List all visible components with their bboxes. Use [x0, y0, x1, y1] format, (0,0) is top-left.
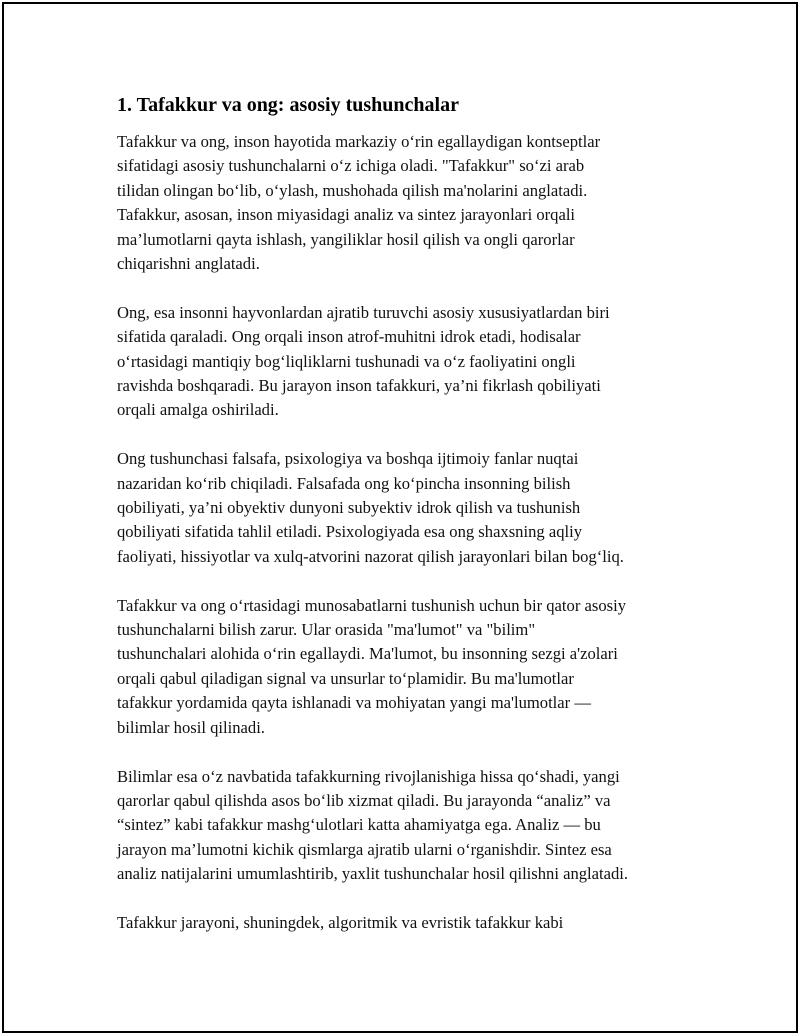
text-line: chiqarishni anglatadi.	[117, 254, 260, 274]
paragraph-5	[117, 765, 707, 887]
text-line: jarayon ma’lumotni kichik qismlarga ajratib ularni o‘rganishdir. Sintez esa	[117, 839, 612, 859]
text-line: tushunchalarni bilish zarur. Ular orasida "ma'lumot" va "bilim"	[117, 620, 536, 640]
text-line: ravishda boshqaradi. Bu jarayon inson tafakkuri, ya’ni fikrlash qobiliyati	[117, 376, 601, 396]
text-line: Tafakkur jarayoni, shuningdek, algoritmik va evristik tafakkur kabi	[117, 912, 564, 932]
text-line: orqali qabul qiladigan signal va unsurlar to‘plamidir. Bu ma'lumotlar	[117, 668, 574, 688]
text-line: qarorlar qabul qilishda asos bo‘lib xizmat qiladi. Bu jarayonda “analiz” va	[117, 790, 611, 810]
text-line: tushunchalari alohida o‘rin egallaydi. Ma'lumot, bu insonning sezgi a'zolari	[117, 644, 618, 664]
text-line: ma’lumotlarni qayta ishlash, yangiliklar hosil qilish va ongli qarorlar	[117, 229, 575, 249]
text-line: orqali amalga oshiriladi.	[117, 400, 279, 420]
text-line: faoliyati, hissiyotlar va xulq-atvorini nazorat qilish jarayonlari bilan bog‘liq.	[117, 546, 624, 566]
text-line: analiz natijalarini umumlashtirib, yaxlit tushunchalar hosil qilishni anglatadi.	[117, 864, 629, 884]
text-line: Ong tushunchasi falsafa, psixologiya va boshqa ijtimoiy fanlar nuqtai	[117, 449, 579, 469]
text-line: Ong, esa insonni hayvonlardan ajratib turuvchi asosiy xususiyatlardan biri	[117, 302, 610, 322]
paragraph-3	[117, 447, 707, 569]
text-line: Tafakkur va ong, inson hayotida markaziy o‘rin egallaydigan kontseptlar	[117, 132, 601, 151]
paragraph-4	[117, 594, 707, 740]
text-line: qobiliyati, ya’ni obyektiv dunyoni subyektiv idrok qilish va tushunish	[117, 498, 581, 518]
section-heading: 1. Tafakkur va ong: asosiy tushunchalar	[117, 94, 459, 116]
text-line: sifatida qaraladi. Ong orqali inson atrof-muhitni idrok etadi, hodisalar	[117, 327, 581, 347]
paragraph-1	[117, 130, 707, 276]
text-line: Tafakkur va ong o‘rtasidagi munosabatlarni tushunish uchun bir qator asosiy	[117, 595, 626, 615]
paragraph-2	[117, 301, 707, 423]
text-line: Bilimlar esa o‘z navbatida tafakkurning rivojlanishiga hissa qo‘shadi, yangi	[117, 766, 620, 786]
text-line: Tafakkur, asosan, inson miyasidagi analiz va sintez jarayonlari orqali	[117, 205, 576, 225]
text-line: “sintez” kabi tafakkur mashg‘ulotlari katta ahamiyatga ega. Analiz — bu	[117, 815, 601, 835]
paragraph-6	[117, 911, 707, 935]
document-body	[117, 92, 707, 960]
text-line: o‘rtasidagi mantiqiy bog‘liqliklarni tushunadi va o‘z faoliyatini ongli	[117, 351, 576, 371]
text-line: qobiliyati sifatida tahlil etiladi. Psixologiyada esa ong shaxsning aqliy	[117, 522, 583, 542]
text-line: bilimlar hosil qilinadi.	[117, 717, 265, 737]
text-line: tafakkur yordamida qayta ishlanadi va mohiyatan yangi ma'lumotlar —	[117, 693, 591, 713]
text-line: sifatidagi asosiy tushunchalarni o‘z ichiga oladi. "Tafakkur" so‘zi arab	[117, 156, 585, 176]
text-line: nazaridan ko‘rib chiqiladi. Falsafada ong ko‘pincha insonning bilish	[117, 473, 571, 493]
text-line: tilidan olingan bo‘lib, o‘ylash, mushohada qilish ma'nolarini anglatadi.	[117, 180, 588, 200]
